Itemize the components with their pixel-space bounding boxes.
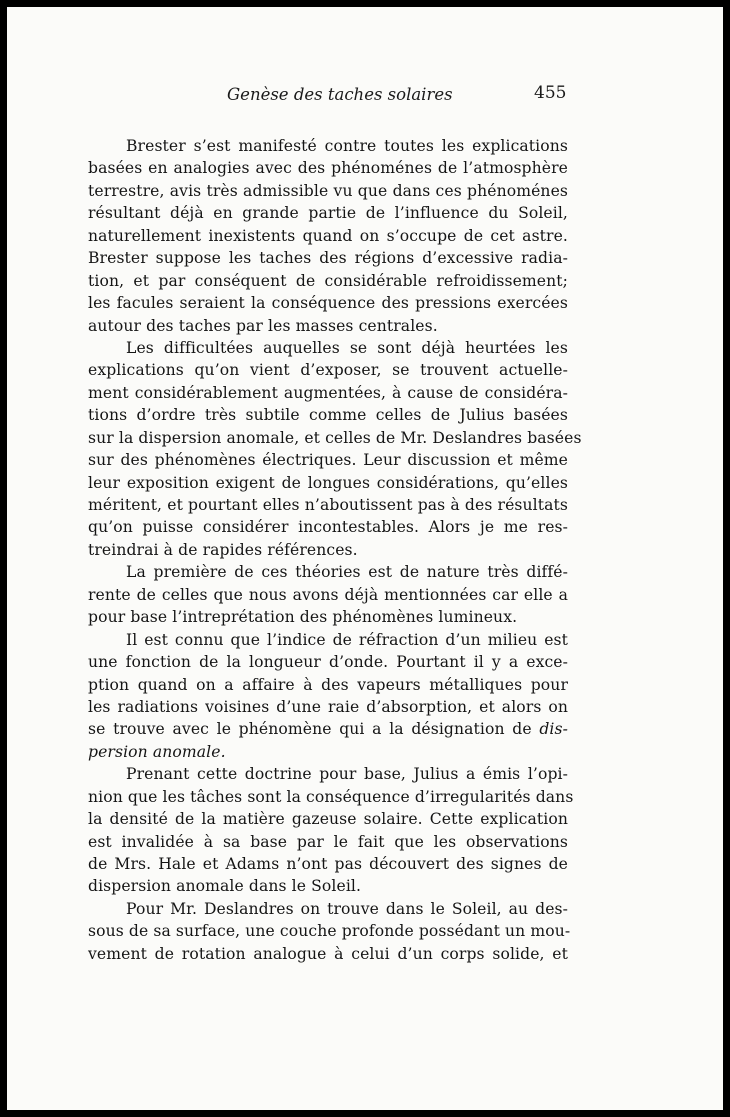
text-line: méritent, et pourtant elles n’aboutissent pas à des résultats [88,496,568,514]
text-line: sous de sa surface, une couche profonde possédant un mou- [88,922,571,941]
body-text [88,135,582,965]
text-line: dispersion anomale dans le Soleil. [88,877,362,896]
text-line: la densité de la matière gazeuse solaire. Cette explication [88,810,568,829]
text-line: les facules seraient la conséquence des pressions exercées [88,294,568,313]
text-line: Pour Mr. Deslandres on trouve dans le Soleil, au des- [126,899,568,918]
text-line: sur des phénomènes électriques. Leur discussion et même [88,451,568,470]
text-line: treindrai à de rapides références. [88,540,358,559]
text-line: sur la dispersion anomale, et celles de Mr. Deslandres basées [88,428,582,447]
text-line: nion que les tâches sont la conséquence d’irregularités dans [88,787,574,806]
book-page [7,7,723,1110]
text-line: les radiations voisines d’une raie d’absorption, et alors on [88,697,568,716]
text-line: une fonction de la longueur d’onde. Pourtant il y a exce- [88,653,568,672]
text-line [88,741,568,763]
text-line: Il est connu que l’indice de réfraction d’un milieu est [126,630,568,649]
text-line: tions d’ordre très subtile comme celles de Julius basées [88,406,568,425]
text-line: vement de rotation analogue à celui d’un corps solide, et [88,944,568,963]
italic-term: dis- [539,720,568,739]
text-line: autour des taches par les masses centrales. [88,316,438,335]
text-line: Brester s’est manifesté contre toutes les explications [126,137,568,155]
text-line: tion, et par conséquent de considérable refroidissement; [88,271,568,290]
text-line: naturellement inexistents quand on s’occupe de cet astre. [88,226,568,245]
text-line: rente de celles que nous avons déjà mentionnées car elle a [88,585,568,604]
text-line: est invalidée à sa base par le fait que les observations [88,832,568,851]
text-line: ption quand on a affaire à des vapeurs métalliques pour [88,675,568,694]
page-header [7,85,723,115]
text-line-with-italic [88,718,568,740]
text-line: explications qu’on vient d’exposer, se trouvent actuelle- [88,361,568,380]
text-line: de Mrs. Hale et Adams n’ont pas découvert des signes de [88,855,568,873]
text-line: leur exposition exigent de longues considérations, qu’elles [88,473,568,492]
running-title: Genèse des taches solaires [227,85,453,104]
text-line: qu’on puisse considérer incontestables. Alors je me res- [88,518,568,537]
text-line: Prenant cette doctrine pour base, Julius a émis l’opi- [126,765,568,784]
italic-term: persion anomale. [88,742,226,761]
text-line: Brester suppose les taches des régions d’excessive radia- [88,249,568,268]
text-line: Les difficultées auquelles se sont déjà heurtées les [126,338,568,357]
text-line: pour base l’intreprétation des phénomènes lumineux. [88,608,518,627]
text-line: terrestre, avis très admissible vu que dans ces phénoménes [88,181,568,200]
text-line: ment considérablement augmentées, à cause de considéra- [88,383,568,402]
page-number: 455 [534,83,567,103]
text-segment: se trouve avec le phénomène qui a la désignation de [88,720,532,739]
text-line: résultant déjà en grande partie de l’influence du Soleil, [88,204,568,223]
text-line: La première de ces théories est de nature très diffé- [126,563,568,582]
text-line: basées en analogies avec des phénoménes de l’atmosphère [88,159,568,178]
